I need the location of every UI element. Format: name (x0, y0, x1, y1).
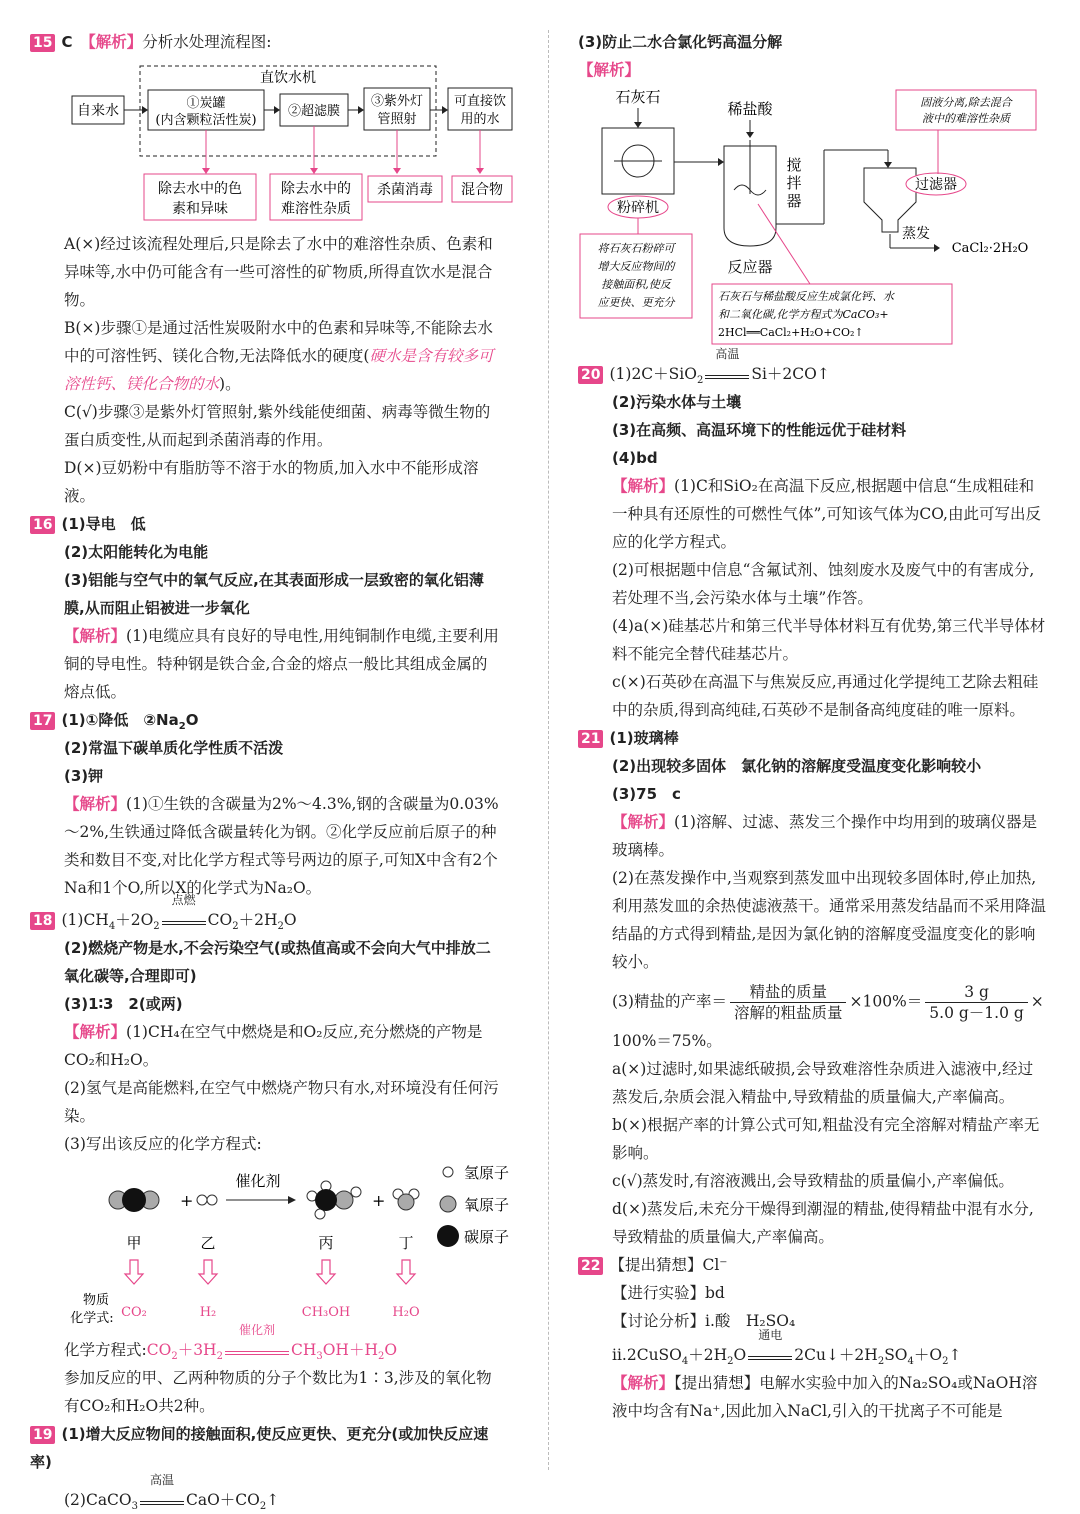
source-label: 自来水 (77, 103, 119, 119)
group-title: 直饮水机 (260, 70, 316, 86)
label-stir-2: 拌 (786, 174, 802, 192)
label-acid: 稀盐酸 (727, 100, 773, 118)
label-limestone: 石灰石 (615, 88, 661, 106)
q22-analysis (578, 1369, 1048, 1425)
label-product: CaCl₂·2H₂O (951, 241, 1029, 256)
q21-a1: (1)玻璃棒 (609, 729, 679, 747)
q21-analysis-label: 【解析】 (612, 813, 675, 831)
q17-analysis (30, 790, 500, 902)
q18-equation: 化学方程式$:CO_2+3H_2$ 催化剂 $CH_3OH+H_2O$ (64, 1323, 398, 1363)
step1-line2: (内含颗粒活性炭) (155, 113, 257, 128)
q16-analysis-label: 【解析】 (64, 627, 127, 645)
q22-answer-1 (578, 1251, 1048, 1279)
note1-line1: 除去水中的色 (158, 181, 242, 197)
q21-option-c: c(√)蒸发时,有溶液溅出,会导致精盐的质量偏小,产率偏低。 (612, 1172, 1014, 1190)
label-yi: 乙 (200, 1234, 216, 1252)
q19-analysis-label: 【解析】 (578, 61, 641, 79)
q20-analysis-4: c(×)石英砂在高温下与焦炭反应,再通过化学提纯工艺除去粗硅中的杂质,得到高纯硅,石英砂不是制备高纯度硅的唯一原料。 (612, 673, 1039, 719)
q18-analysis-3: (3)写出该反应的化学方程式: (64, 1135, 262, 1153)
q18-answer-1: 18 $(1)CH_4+2O_2$ 点燃 $CO_2+2H_2O$ (30, 906, 500, 934)
formula-h2: H₂ (199, 1305, 217, 1320)
q17-a2: (2)常温下碳单质化学性质不活泼 (64, 739, 284, 757)
label-bing: 丙 (318, 1234, 334, 1252)
legend-carbon: 碳原子 (464, 1228, 510, 1246)
note-react-3: 2HCl══CaCl₂+H₂O+CO₂↑ (718, 326, 864, 339)
q15-option-b (30, 314, 500, 398)
label-crusher: 粉碎机 (617, 200, 659, 216)
q22-a3: 【讨论分析】ⅰ.酸 H₂SO₄ (612, 1312, 796, 1330)
q18-a3: (3)1∶3 2(或两) (64, 995, 183, 1013)
q20-analysis-1 (578, 472, 1048, 556)
q18-analysis-1 (30, 1018, 500, 1074)
note-react-1: 石灰石与稀盐酸反应生成氯化钙、水 (718, 290, 894, 303)
q15-option-a: A(×)经过该流程处理后,只是除去了水中的难溶性杂质、色素和异味等,水中仍可能含有一些可溶性的矿物质,所得直饮水是混合物。 (64, 235, 493, 309)
q18-analysis-text-1: (1)CH₄在空气中燃烧是和O₂反应,充分燃烧的产物是CO₂和H₂O。 (64, 1023, 483, 1069)
q15-analysis-label: 【解析】 (88, 33, 143, 51)
q22-number: 22 (578, 1257, 603, 1275)
q20-analysis-text-1: (1)C和SiO₂在高温下反应,根据题中信息“生成粗硅和一种具有还原性的可燃性气体”,可知该气体为CO,由此可写出反应的化学方程式。 (612, 477, 1041, 551)
q20-answer-1: 20 (1)2C＋SiO$_2$ 高温 Si＋2CO↑ (578, 360, 1048, 388)
label-evap: 蒸发 (902, 226, 930, 242)
note-filter-1: 固液分离,除去混合 (920, 96, 1012, 109)
q17-answer-1 (30, 706, 500, 734)
q15-option-b-end: )。 (219, 375, 241, 393)
q21-option-d: d(×)蒸发后,未充分干燥得到潮湿的精盐,使得精盐中混有水分,导致精盐的质量偏大,产率偏高。 (612, 1200, 1034, 1246)
q22-analysis-label: 【解析】 (612, 1374, 675, 1392)
q17-a3: (3)钾 (64, 767, 104, 785)
q19-eq-condition (140, 1473, 184, 1505)
q20-a3: (3)在高频、高温环境下的性能远优于硅材料 (612, 421, 907, 439)
q21-number: 21 (578, 730, 603, 748)
q15-option-b-text: B(×)步骤①是通过活性炭吸附水中的色素和异味等,不能除去水中的可溶性钙、镁化合物,无法降低水的硬度( (64, 319, 493, 365)
q21-analysis-1 (578, 808, 1048, 864)
q20-a2: (2)污染水体与土壤 (612, 393, 742, 411)
q21-a3: (3)75 c (612, 785, 681, 803)
step3-line2: 管照射 (377, 112, 417, 127)
right-column (578, 28, 1048, 1425)
formula-ch3oh: CH₃OH (301, 1305, 351, 1320)
q15-option-d: D(×)豆奶粉中有脂肪等不溶于水的物质,加入水中不能形成溶液。 (64, 459, 479, 505)
q16-analysis (30, 622, 500, 706)
column-divider (548, 30, 549, 1470)
q20-analysis-3: (4)a(×)硅基芯片和第三代半导体材料互有优势,第三代半导体材料不能完全替代硅基芯片。 (612, 617, 1046, 663)
note2-line1: 除去水中的 (281, 181, 351, 197)
q21-fraction-1 (730, 982, 847, 1023)
label-ding: 丁 (398, 1234, 414, 1252)
q22-a1: 【提出猜想】Cl⁻ (609, 1256, 728, 1274)
q15-option-c: C(√)步骤③是紫外灯管照射,紫外线能使细菌、病毒等微生物的蛋白质变性,从而起到杀菌消毒的作用。 (64, 403, 491, 449)
q20-analysis-label: 【解析】 (612, 477, 675, 495)
q22-eq-condition (748, 1328, 792, 1360)
q21-analysis-2: (2)在蒸发操作中,当观察到蒸发皿中出现较多固体时,停止加热,利用蒸发皿的余热使滤液蒸干。通常采用蒸发结晶而不采用降温结晶的方式得到精盐,是因为氯化钠的溶解度受温度变化的影响较小。 (612, 869, 1047, 971)
q21-frac2-num: 3 g (925, 982, 1028, 1003)
q21-calculation (578, 982, 1048, 1023)
q19-cond-text: 高温 (149, 1473, 174, 1487)
q17-a1-end: O (185, 711, 199, 729)
q20-a4: (4)bd (612, 449, 658, 467)
q21-calc-times: × (1030, 992, 1044, 1011)
legend-hydrogen: 氢原子 (464, 1164, 510, 1182)
note-crush-3: 接触面积,使反 (601, 278, 671, 291)
output-line1: 可直接饮 (453, 94, 507, 109)
q21-calc-end: 100%＝75%。 (612, 1032, 722, 1050)
q15-answer: C (61, 33, 73, 51)
q16-analysis-text: (1)电缆应具有良好的导电性,用纯铜制作电缆,主要利用铜的导电性。特种钢是铁合金,合金的熔点一般比其组成金属的熔点低。 (64, 627, 499, 701)
q21-calc-prefix: (3)精盐的产率＝ (612, 992, 727, 1011)
q18-a2: (2)燃烧产物是水,不会污染空气(或热值高或不会向大气中排放二氧化碳等,合理即可) (64, 939, 491, 985)
q18-eq-condition (162, 893, 206, 925)
label-filter: 过滤器 (915, 177, 957, 193)
q15-option-b-note: 硬水是含有较多可溶性钙、镁化合物的水 (64, 347, 494, 393)
q17-number: 17 (30, 712, 55, 730)
q21-fraction-2 (925, 982, 1028, 1023)
note-crush-4: 应更快、更充分 (597, 296, 675, 309)
q21-frac1-num: 精盐的质量 (730, 982, 847, 1003)
q15-header (30, 28, 500, 56)
q19-number: 19 (30, 1426, 55, 1444)
q21-analysis-text-1: (1)溶解、过滤、蒸发三个操作中均用到的玻璃仪器是玻璃棒。 (612, 813, 1037, 859)
q16-a2: (2)太阳能转化为电能 (64, 543, 209, 561)
label-stir-1: 搅 (786, 156, 802, 174)
q17-a1 (61, 711, 199, 732)
molecule-reaction-diagram (30, 1160, 510, 1328)
q20-number: 20 (578, 366, 603, 384)
label-stir-3: 器 (786, 192, 802, 210)
step1-line1: ①炭罐 (186, 96, 226, 111)
q21-option-b: b(×)根据产率的计算公式可知,粗盐没有完全溶解对精盐产率无影响。 (612, 1116, 1040, 1162)
catalyst-label: 催化剂 (235, 1172, 281, 1190)
q16-answer-1 (30, 510, 500, 538)
svg-text:+: + (180, 1191, 194, 1210)
left-column (30, 28, 510, 1514)
step3-line1: ③紫外灯 (370, 94, 424, 109)
q20-analysis-2: (2)可根据题中信息“含氟试剂、蚀刻废水及废气中的有害成分,若处理不当,会污染水体与土壤”作答。 (612, 561, 1035, 607)
q17-analysis-text: (1)①生铁的含碳量为2%～4.3%,钢的含碳量为0.03%～2%,生铁通过降低含碳量转化为钢。②化学反应前后原子的种类和数目不变,对比化学方程式等号两边的原子,可知X中含有2个Na和1个O,所以X的化学式为Na₂O。 (64, 795, 499, 897)
note2-line2: 难溶性杂质 (281, 201, 351, 217)
q18-number: 18 (30, 912, 55, 930)
q21-calc-mid: ×100%＝ (849, 992, 923, 1011)
q17-analysis-label: 【解析】 (64, 795, 127, 813)
note3-label: 杀菌消毒 (377, 182, 433, 198)
q18-cond-text: 点燃 (171, 893, 196, 907)
q18-analysis-label: 【解析】 (64, 1023, 127, 1041)
note4-label: 混合物 (461, 182, 503, 198)
q22-a2: 【进行实验】bd (612, 1284, 725, 1302)
q19-analysis-label-line (578, 56, 1048, 84)
q22-analysis-text: 【提出猜想】电解水实验中加入的Na₂SO₄或NaOH溶液中均含有Na⁺,因此加入NaCl,引入的干扰离子不可能是 (612, 1374, 1038, 1420)
q15-intro: 分析水处理流程图: (142, 33, 272, 51)
q16-a3: (3)铝能与空气中的氧气反应,在其表面形成一层致密的氧化铝薄膜,从而阻止铝被进一步氧化 (64, 571, 484, 617)
q19-a2: (2)CaCO$_3$ 高温 $CaO+CO_2↑$ (64, 1473, 280, 1513)
formula-label-2: 化学式: (70, 1311, 114, 1326)
output-line2: 用的水 (460, 112, 500, 127)
q21-frac1-den: 溶解的粗盐质量 (733, 1004, 843, 1022)
step2-label: ②超滤膜 (287, 104, 341, 119)
q16-number: 16 (30, 516, 55, 534)
note1-line2: 素和异味 (172, 201, 228, 217)
q16-a1: (1)导电 低 (61, 515, 146, 533)
water-treatment-flowchart (34, 58, 507, 226)
q18-cond2-text: 催化剂 (238, 1323, 275, 1337)
formula-h2o: H₂O (392, 1305, 420, 1320)
q22-cond-text: 通电 (758, 1328, 783, 1342)
legend-oxygen: 氧原子 (464, 1196, 510, 1214)
q19-a1: (1)增大反应物间的接触面积,使反应更快、更充分(或加快反应速率) (30, 1425, 489, 1471)
note-crush-1: 将石灰石粉碎可 (597, 242, 675, 255)
formula-label-1: 物质 (82, 1293, 110, 1308)
q18-eq-label: 化学方程式: (64, 1341, 147, 1359)
calcium-chloride-process-diagram (578, 84, 1048, 354)
q19-a3: (3)防止二水合氯化钙高温分解 (578, 33, 783, 51)
note-filter-2: 液中的难溶性杂质 (922, 112, 1010, 125)
note-react-2: 和二氧化碳,化学方程式为CaCO₃+ (718, 308, 889, 321)
q21-option-a: a(×)过滤时,如果滤纸破损,会导致难溶性杂质进入滤液中,经过蒸发后,杂质会混入精盐中,导致精盐的质量偏大,产率偏高。 (612, 1060, 1034, 1106)
q21-answer-1 (578, 724, 1048, 752)
svg-text:+: + (372, 1191, 386, 1210)
q21-a2: (2)出现较多固体 氯化钠的溶解度受温度变化影响较小 (612, 757, 982, 775)
q15-number: 15 (30, 34, 55, 52)
q21-frac2-den: 5.0 g－1.0 g (929, 1004, 1024, 1022)
q20-eq-condition (705, 347, 749, 379)
label-reactor: 反应器 (727, 258, 773, 276)
label-jia: 甲 (126, 1234, 142, 1252)
q22-a4: $ⅱ.2CuSO_4+2H_2O$ 通电 $2Cu↓+2H_2SO_4+O_2↑$ (612, 1328, 962, 1368)
formula-co2: CO₂ (121, 1305, 147, 1320)
q18-eq2-condition (225, 1323, 289, 1355)
q18-summary: 参加反应的甲、乙两种物质的分子个数比为1∶3,涉及的氧化物有CO₂和H₂O共2种。 (64, 1369, 492, 1415)
q17-a1-sub: 2 (178, 721, 186, 732)
q18-analysis-2: (2)氢气是高能燃料,在空气中燃烧产物只有水,对环境没有任何污染。 (64, 1079, 499, 1125)
q20-cond-text: 高温 (715, 347, 740, 361)
q19-answer-1 (30, 1420, 500, 1476)
note-crush-2: 增大反应物间的 (597, 260, 675, 273)
q17-a1-text: (1)①降低 ②Na (61, 711, 179, 729)
